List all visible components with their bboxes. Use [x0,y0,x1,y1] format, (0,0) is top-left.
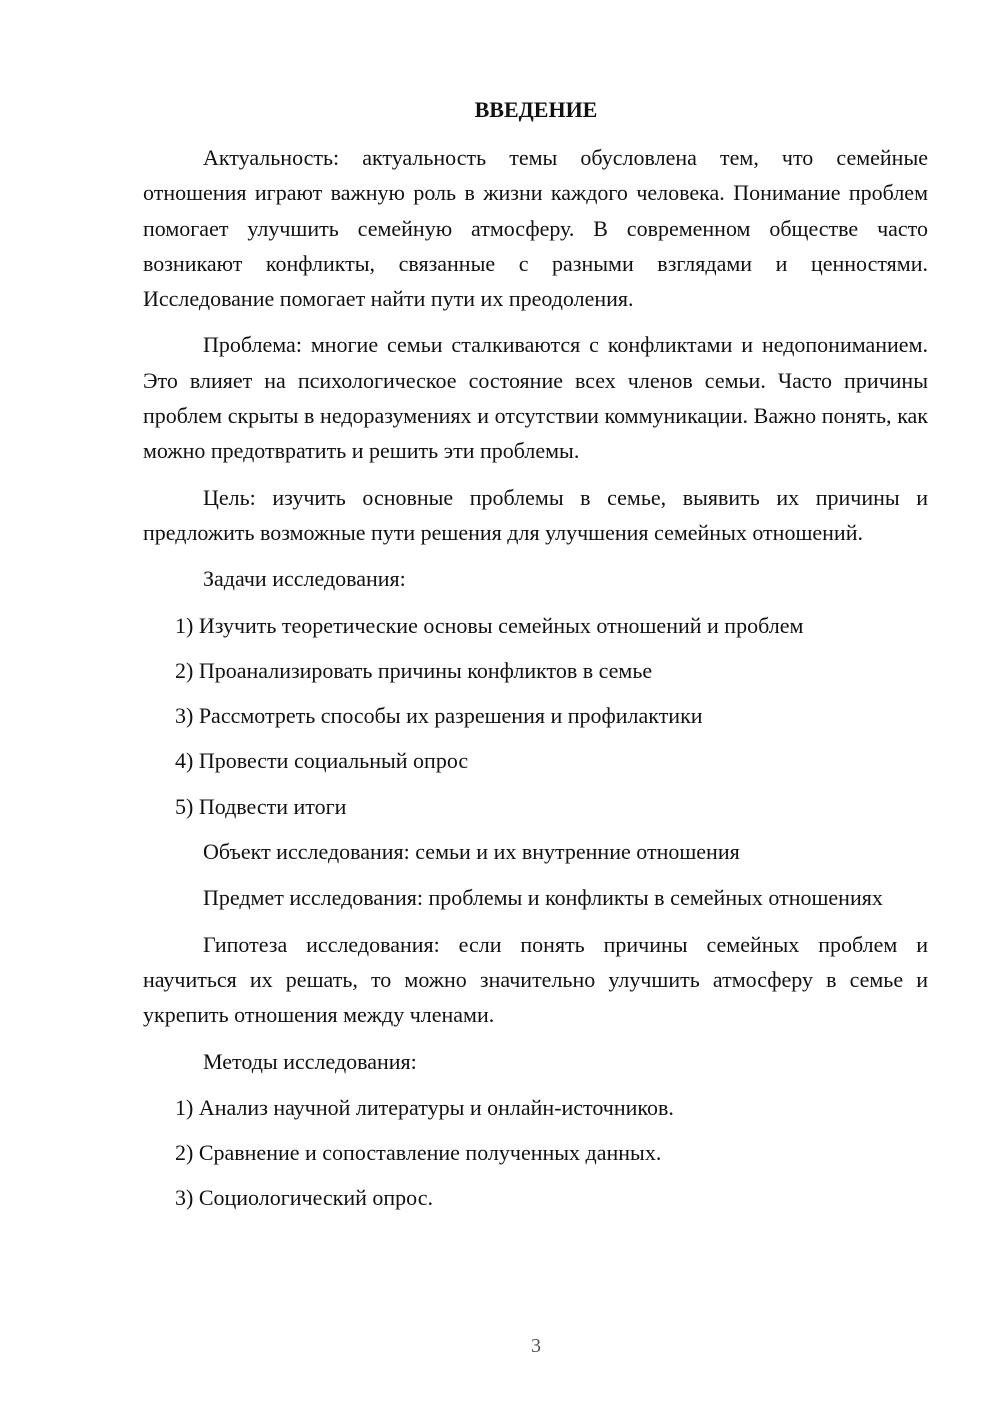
paragraph-hypothesis: Гипотеза исследования: если понять причины семейных проблем и научиться их решать, то можно значительно улучшить атмосферу в семье и укрепить отношения между членами. [143,931,928,1028]
paragraph-goal: Цель: изучить основные проблемы в семье, выявить их причины и предложить возможные пути решения для улучшения семейных отношений. [143,484,928,545]
tasks-title: Задачи исследования: [203,566,406,592]
paragraph-subject: Предмет исследования: проблемы и конфликты в семейных отношениях [203,885,883,911]
task-item: 1) Изучить теоретические основы семейных отношений и проблем [175,612,804,638]
task-item: 4) Провести социальный опрос [175,748,469,774]
methods-title: Методы исследования: [203,1048,417,1074]
task-item: 2) Проанализировать причины конфликтов в семье [175,657,653,683]
task-item: 5) Подвести итоги [175,793,347,819]
paragraph-relevance: Актуальность: актуальность темы обусловлена тем, что семейные отношения играют важную роль в жизни каждого человека. Понимание проблем помогает улучшить семейную атмосферу. В современном обществе часто возникают конфликты, связанные с разными взглядами и ценностями. Исследование помогает найти пути их преодоления. [143,145,928,312]
document-body [143,140,928,1226]
paragraph-problem: Проблема: многие семьи сталкиваются с конфликтами и недопониманием. Это влияет на психологическое состояние всех членов семьи. Часто причины проблем скрыты в недоразумениях и отсутствии коммуникации. Важно понять, как можно предотвратить и решить эти проблемы. [143,332,928,464]
method-item: 2) Сравнение и сопоставление полученных данных. [175,1140,662,1166]
page-heading: ВВЕДЕНИЕ [474,97,598,122]
method-item: 3) Социологический опрос. [175,1185,433,1211]
paragraph-object: Объект исследования: семьи и их внутренние отношения [203,839,740,865]
method-item: 1) Анализ научной литературы и онлайн-источников. [175,1094,674,1120]
page-number: 3 [531,1335,541,1357]
task-item: 3) Рассмотреть способы их разрешения и профилактики [175,703,703,729]
